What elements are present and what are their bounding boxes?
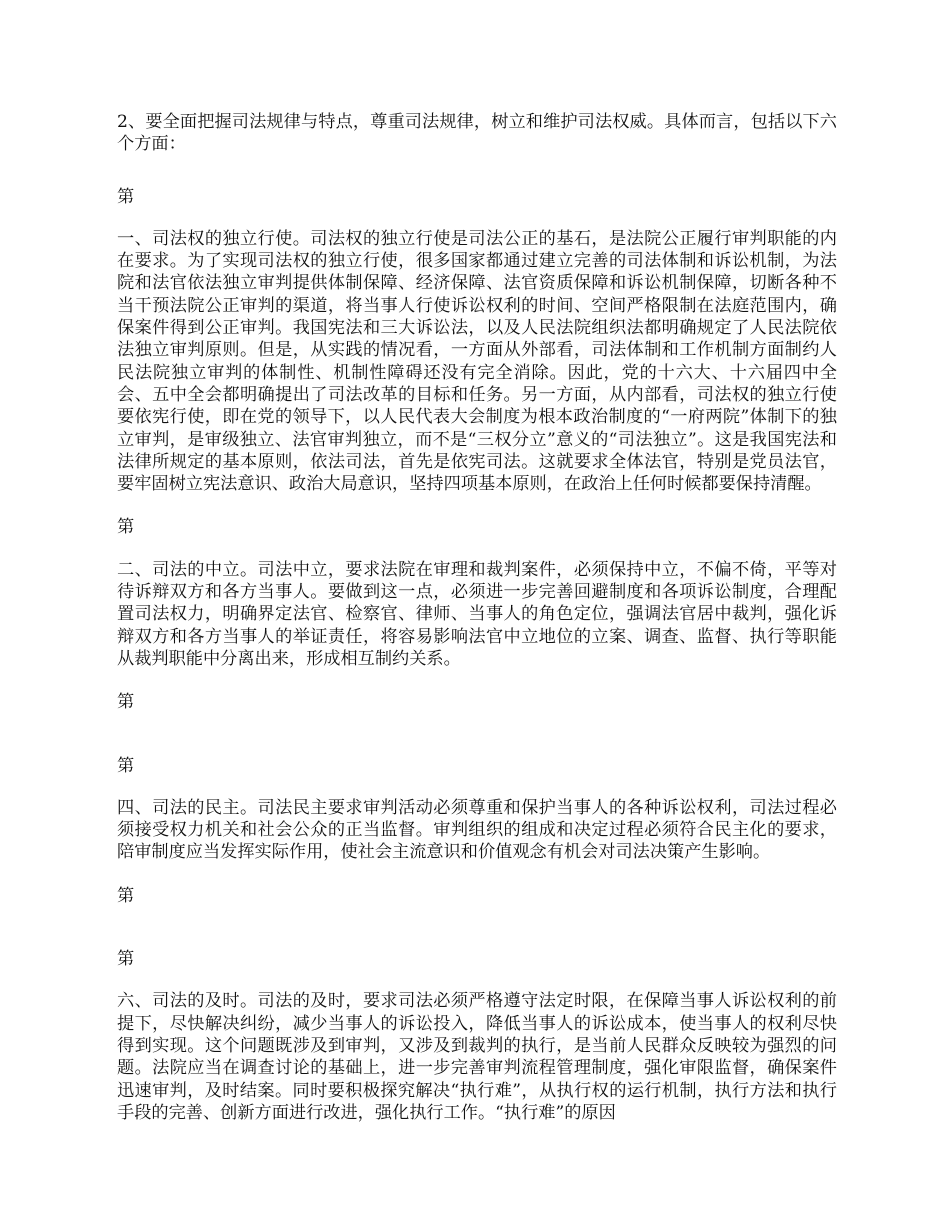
section-2-paragraph: 二、司法的中立。司法中立，要求法院在审理和裁判案件，必须保持中立，不偏不倚，平等对待诉辩双方和各方当事人。要做到这一点，必须进一步完善回避制度和各项诉讼制度，合理配置司法权力，明确界定法官、检察官、律师、当事人的角色定位，强调法官居中裁判，强化诉辩双方和各方当事人的举证责任，将容易影响法官中立地位的立案、调查、监督、执行等职能从裁判职能中分离出来，形成相互制约关系。 bbox=[117, 559, 837, 669]
document-page bbox=[117, 111, 837, 1124]
section-marker: 第 bbox=[117, 755, 135, 776]
section-marker: 第 bbox=[117, 885, 135, 906]
section-6-paragraph: 六、司法的及时。司法的及时，要求司法必须严格遵守法定时限，在保障当事人诉讼权利的前提下，尽快解决纠纷，减少当事人的诉讼投入，降低当事人的诉讼成本，使当事人的权利尽快得到实现。这个问题既涉及到审判，又涉及到裁判的执行，是当前人民群众反映较为强烈的问题。法院应当在调查讨论的基础上，进一步完善审判流程管理制度，强化审限监督，确保案件迅速审判，及时结案。同时要积极探究解决“执行难”，从执行权的运行机制，执行方法和执行手段的完善、创新方面进行改进，强化执行工作。“执行难”的原因 bbox=[117, 991, 837, 1123]
section-marker: 第 bbox=[117, 949, 135, 970]
section-marker: 第 bbox=[117, 692, 135, 713]
section-marker: 第 bbox=[117, 186, 135, 207]
intro-paragraph: 2、要全面把握司法规律与特点，尊重司法规律，树立和维护司法权威。具体而言，包括以下六个方面： bbox=[117, 112, 837, 155]
section-marker: 第 bbox=[117, 517, 135, 538]
section-1-paragraph: 一、司法权的独立行使。司法权的独立行使是司法公正的基石，是法院公正履行审判职能的内在要求。为了实现司法权的独立行使，很多国家都通过建立完善的司法体制和诉讼机制，为法院和法官依法独立审判提供体制保障、经济保障、法官资质保障和诉讼机制保障，切断各种不当干预法院公正审判的渠道，将当事人行使诉讼权利的时间、空间严格限制在法庭范围内，确保案件得到公正审判。我国宪法和三大诉讼法，以及人民法院组织法都明确规定了人民法院依法独立审判原则。但是，从实践的情况看，一方面从外部看，司法体制和工作机制方面制约人民法院独立审判的体制性、机制性障碍还没有完全消除。因此，党的十六大、十六届四中全会、五中全会都明确提出了司法改革的目标和任务。另一方面，从内部看，司法权的独立行使要依宪行使，即在党的领导下，以人民代表大会制度为根本政治制度的“一府两院”体制下的独立审判，是审级独立、法官审判独立，而不是“三权分立”意义的“司法独立”。这是我国宪法和法律所规定的基本原则，依法司法，首先是依宪司法。这就要求全体法官，特别是党员法官，要牢固树立宪法意识、政治大局意识，坚持四项基本原则，在政治上任何时候都要保持清醒。 bbox=[117, 228, 837, 495]
section-4-paragraph: 四、司法的民主。司法民主要求审判活动必须尊重和保护当事人的各种诉讼权利，司法过程必须接受权力机关和社会公众的正当监督。审判组织的组成和决定过程必须符合民主化的要求，陪审制度应当发挥实际作用，使社会主流意识和价值观念有机会对司法决策产生影响。 bbox=[117, 797, 837, 863]
